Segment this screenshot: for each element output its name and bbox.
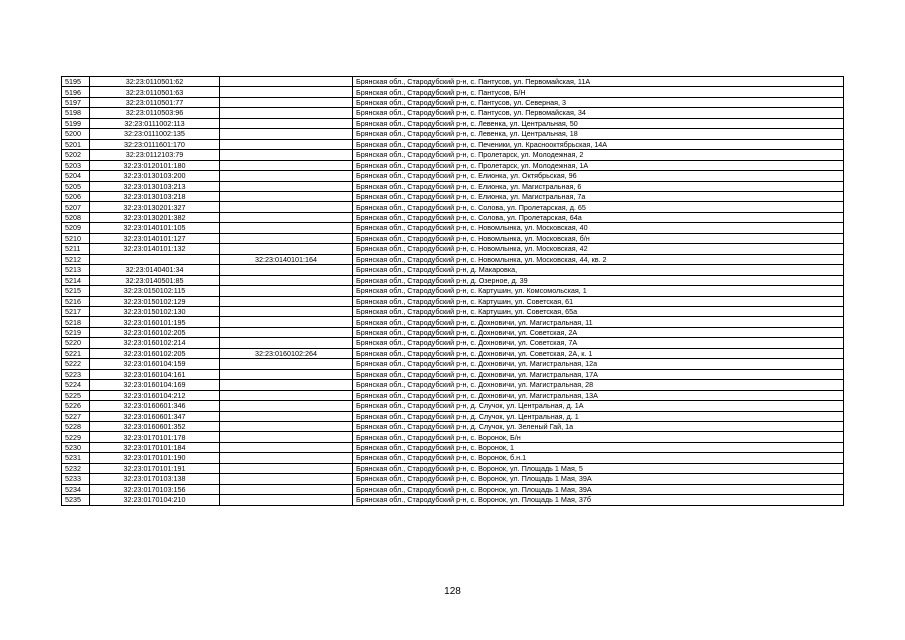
- address-cell: Брянская обл., Стародубский р-н, с. Картушин, ул. Советская, 61: [353, 296, 844, 306]
- table-row: [62, 275, 844, 285]
- related-cadastral-number-cell: [220, 129, 353, 139]
- row-number-cell: 5200: [62, 129, 90, 139]
- related-cadastral-number-cell: [220, 390, 353, 400]
- related-cadastral-number-cell: [220, 275, 353, 285]
- row-number-cell: 5201: [62, 139, 90, 149]
- address-cell: Брянская обл., Стародубский р-н, с. Воронок, б.н.1: [353, 453, 844, 463]
- related-cadastral-number-cell: [220, 191, 353, 201]
- address-cell: Брянская обл., Стародубский р-н, с. Новомлынка, ул. Московская, 44, кв. 2: [353, 254, 844, 264]
- cadastral-number-cell: 32:23:0130103:213: [90, 181, 220, 191]
- related-cadastral-number-cell: [220, 223, 353, 233]
- row-number-cell: 5199: [62, 118, 90, 128]
- related-cadastral-number-cell: [220, 306, 353, 316]
- cadastral-number-cell: 32:23:0111002:113: [90, 118, 220, 128]
- address-cell: Брянская обл., Стародубский р-н, с. Воронок, ул. Площадь 1 Мая, 39А: [353, 474, 844, 484]
- address-cell: Брянская обл., Стародубский р-н, с. Елионка, ул. Магистральная, 6: [353, 181, 844, 191]
- table-row: [62, 265, 844, 275]
- cadastral-number-cell: 32:23:0110503:96: [90, 108, 220, 118]
- related-cadastral-number-cell: [220, 286, 353, 296]
- cadastral-number-cell: 32:23:0160104:161: [90, 369, 220, 379]
- row-number-cell: 5206: [62, 191, 90, 201]
- row-number-cell: 5210: [62, 233, 90, 243]
- cadastral-number-cell: 32:23:0110501:63: [90, 87, 220, 97]
- row-number-cell: 5212: [62, 254, 90, 264]
- address-cell: Брянская обл., Стародубский р-н, д. Озерное, д. 39: [353, 275, 844, 285]
- related-cadastral-number-cell: [220, 411, 353, 421]
- related-cadastral-number-cell: [220, 150, 353, 160]
- cadastral-number-cell: 32:23:0170101:191: [90, 463, 220, 473]
- cadastral-number-cell: 32:23:0110501:77: [90, 97, 220, 107]
- related-cadastral-number-cell: [220, 212, 353, 222]
- cadastral-number-cell: 32:23:0160601:347: [90, 411, 220, 421]
- related-cadastral-number-cell: 32:23:0160102:264: [220, 348, 353, 358]
- row-number-cell: 5224: [62, 380, 90, 390]
- address-cell: Брянская обл., Стародубский р-н, с. Пролетарск, ул. Молодежная, 2: [353, 150, 844, 160]
- table-row: [62, 495, 844, 505]
- cadastral-number-cell: 32:23:0160601:352: [90, 421, 220, 431]
- cadastral-number-cell: 32:23:0150102:129: [90, 296, 220, 306]
- address-cell: Брянская обл., Стародубский р-н, с. Левенка, ул. Центральная, 50: [353, 118, 844, 128]
- cadastral-number-cell: 32:23:0140101:105: [90, 223, 220, 233]
- address-cell: Брянская обл., Стародубский р-н, с. Дохновичи, ул. Магистральная, 28: [353, 380, 844, 390]
- table-row: [62, 442, 844, 452]
- related-cadastral-number-cell: [220, 421, 353, 431]
- cadastral-number-cell: 32:23:0160102:205: [90, 348, 220, 358]
- address-cell: Брянская обл., Стародубский р-н, с. Пантусов, Б/Н: [353, 87, 844, 97]
- row-number-cell: 5229: [62, 432, 90, 442]
- cadastral-number-cell: 32:23:0130201:327: [90, 202, 220, 212]
- address-cell: Брянская обл., Стародубский р-н, с. Новомлынка, ул. Московская, 40: [353, 223, 844, 233]
- table-row: [62, 87, 844, 97]
- related-cadastral-number-cell: [220, 338, 353, 348]
- address-cell: Брянская обл., Стародубский р-н, с. Картушин, ул. Советская, 65а: [353, 306, 844, 316]
- table-row: [62, 359, 844, 369]
- address-cell: Брянская обл., Стародубский р-н, с. Воронок, ул. Площадь 1 Мая, 37б: [353, 495, 844, 505]
- table-row: [62, 108, 844, 118]
- row-number-cell: 5232: [62, 463, 90, 473]
- row-number-cell: 5220: [62, 338, 90, 348]
- related-cadastral-number-cell: 32:23:0140101:164: [220, 254, 353, 264]
- cadastral-number-cell: 32:23:0112103:79: [90, 150, 220, 160]
- related-cadastral-number-cell: [220, 359, 353, 369]
- address-cell: Брянская обл., Стародубский р-н, с. Дохновичи, ул. Советская, 2А: [353, 327, 844, 337]
- table-row: [62, 254, 844, 264]
- row-number-cell: 5213: [62, 265, 90, 275]
- address-cell: Брянская обл., Стародубский р-н, с. Елионка, ул. Магистральная, 7а: [353, 191, 844, 201]
- table-row: [62, 212, 844, 222]
- address-cell: Брянская обл., Стародубский р-н, с. Дохновичи, ул. Советская, 7А: [353, 338, 844, 348]
- row-number-cell: 5197: [62, 97, 90, 107]
- table-row: [62, 390, 844, 400]
- address-cell: Брянская обл., Стародубский р-н, с. Пантусов, ул. Северная, 3: [353, 97, 844, 107]
- related-cadastral-number-cell: [220, 474, 353, 484]
- address-cell: Брянская обл., Стародубский р-н, д. Случок, ул. Центральная, д. 1А: [353, 401, 844, 411]
- cadastral-number-cell: 32:23:0160104:212: [90, 390, 220, 400]
- table-row: [62, 317, 844, 327]
- cadastral-number-cell: 32:23:0140401:34: [90, 265, 220, 275]
- table-row: [62, 202, 844, 212]
- row-number-cell: 5211: [62, 244, 90, 254]
- row-number-cell: 5204: [62, 171, 90, 181]
- row-number-cell: 5231: [62, 453, 90, 463]
- related-cadastral-number-cell: [220, 484, 353, 494]
- address-cell: Брянская обл., Стародубский р-н, д. Случок, ул. Зеленый Гай, 1а: [353, 421, 844, 431]
- table-row: [62, 380, 844, 390]
- row-number-cell: 5203: [62, 160, 90, 170]
- table-row: [62, 421, 844, 431]
- table-row: [62, 77, 844, 87]
- address-cell: Брянская обл., Стародубский р-н, с. Дохновичи, ул. Советская, 2А, к. 1: [353, 348, 844, 358]
- address-cell: Брянская обл., Стародубский р-н, с. Солова, ул. Пролетарская, д. 65: [353, 202, 844, 212]
- related-cadastral-number-cell: [220, 401, 353, 411]
- row-number-cell: 5234: [62, 484, 90, 494]
- address-cell: Брянская обл., Стародубский р-н, с. Дохновичи, ул. Магистральная, 17А: [353, 369, 844, 379]
- related-cadastral-number-cell: [220, 171, 353, 181]
- row-number-cell: 5202: [62, 150, 90, 160]
- cadastral-number-cell: 32:23:0140101:127: [90, 233, 220, 243]
- table-row: [62, 401, 844, 411]
- page-number: 128: [444, 586, 461, 597]
- table-row: [62, 150, 844, 160]
- related-cadastral-number-cell: [220, 442, 353, 452]
- related-cadastral-number-cell: [220, 463, 353, 473]
- table-row: [62, 139, 844, 149]
- related-cadastral-number-cell: [220, 495, 353, 505]
- cadastral-number-cell: 32:23:0130103:200: [90, 171, 220, 181]
- table-row: [62, 453, 844, 463]
- address-cell: Брянская обл., Стародубский р-н, с. Пантусов, ул. Первомайская, 34: [353, 108, 844, 118]
- cadastral-number-cell: 32:23:0110501:62: [90, 77, 220, 87]
- related-cadastral-number-cell: [220, 453, 353, 463]
- table-row: [62, 171, 844, 181]
- table-row: [62, 191, 844, 201]
- related-cadastral-number-cell: [220, 108, 353, 118]
- cadastral-number-cell: 32:23:0150102:115: [90, 286, 220, 296]
- table-row: [62, 160, 844, 170]
- related-cadastral-number-cell: [220, 296, 353, 306]
- cadastral-number-cell: 32:23:0140501:85: [90, 275, 220, 285]
- table-row: [62, 338, 844, 348]
- related-cadastral-number-cell: [220, 244, 353, 254]
- table-row: [62, 369, 844, 379]
- cadastral-number-cell: 32:23:0160104:169: [90, 380, 220, 390]
- cadastral-number-cell: 32:23:0111601:170: [90, 139, 220, 149]
- address-cell: Брянская обл., Стародубский р-н, с. Печеники, ул. Краснооктябрьская, 14А: [353, 139, 844, 149]
- related-cadastral-number-cell: [220, 202, 353, 212]
- address-cell: Брянская обл., Стародубский р-н, с. Елионка, ул. Октябрьская, 96: [353, 171, 844, 181]
- table-row: [62, 411, 844, 421]
- related-cadastral-number-cell: [220, 233, 353, 243]
- address-cell: Брянская обл., Стародубский р-н, с. Новомлынка, ул. Московская, 42: [353, 244, 844, 254]
- related-cadastral-number-cell: [220, 327, 353, 337]
- address-cell: Брянская обл., Стародубский р-н, с. Левенка, ул. Центральная, 18: [353, 129, 844, 139]
- cadastral-number-cell: 32:23:0160102:205: [90, 327, 220, 337]
- row-number-cell: 5214: [62, 275, 90, 285]
- cadastral-number-cell: 32:23:0130201:382: [90, 212, 220, 222]
- table-row: [62, 223, 844, 233]
- address-cell: Брянская обл., Стародубский р-н, с. Пантусов, ул. Первомайская, 11А: [353, 77, 844, 87]
- related-cadastral-number-cell: [220, 317, 353, 327]
- row-number-cell: 5235: [62, 495, 90, 505]
- row-number-cell: 5228: [62, 421, 90, 431]
- table-row: [62, 474, 844, 484]
- row-number-cell: 5216: [62, 296, 90, 306]
- table-row: [62, 181, 844, 191]
- address-cell: Брянская обл., Стародубский р-н, д. Макаровка,: [353, 265, 844, 275]
- table-row: [62, 327, 844, 337]
- cadastral-number-cell: [90, 254, 220, 264]
- cadastral-number-cell: 32:23:0160601:346: [90, 401, 220, 411]
- related-cadastral-number-cell: [220, 181, 353, 191]
- property-register-table: [61, 76, 844, 506]
- related-cadastral-number-cell: [220, 87, 353, 97]
- table-row: [62, 129, 844, 139]
- related-cadastral-number-cell: [220, 97, 353, 107]
- address-cell: Брянская обл., Стародубский р-н, д. Случок, ул. Центральная, д. 1: [353, 411, 844, 421]
- row-number-cell: 5207: [62, 202, 90, 212]
- table-row: [62, 118, 844, 128]
- row-number-cell: 5196: [62, 87, 90, 97]
- related-cadastral-number-cell: [220, 369, 353, 379]
- related-cadastral-number-cell: [220, 265, 353, 275]
- table-row: [62, 463, 844, 473]
- cadastral-number-cell: 32:23:0111002:135: [90, 129, 220, 139]
- cadastral-number-cell: 32:23:0170103:138: [90, 474, 220, 484]
- row-number-cell: 5217: [62, 306, 90, 316]
- table-row: [62, 348, 844, 358]
- cadastral-number-cell: 32:23:0160101:195: [90, 317, 220, 327]
- cadastral-number-cell: 32:23:0170103:156: [90, 484, 220, 494]
- cadastral-number-cell: 32:23:0170104:210: [90, 495, 220, 505]
- cadastral-number-cell: 32:23:0150102:130: [90, 306, 220, 316]
- related-cadastral-number-cell: [220, 160, 353, 170]
- row-number-cell: 5205: [62, 181, 90, 191]
- table-row: [62, 97, 844, 107]
- row-number-cell: 5221: [62, 348, 90, 358]
- related-cadastral-number-cell: [220, 432, 353, 442]
- cadastral-number-cell: 32:23:0120101:180: [90, 160, 220, 170]
- table-row: [62, 432, 844, 442]
- table-row: [62, 233, 844, 243]
- row-number-cell: 5223: [62, 369, 90, 379]
- table-row: [62, 244, 844, 254]
- address-cell: Брянская обл., Стародубский р-н, с. Картушин, ул. Комсомольская, 1: [353, 286, 844, 296]
- cadastral-number-cell: 32:23:0160102:214: [90, 338, 220, 348]
- row-number-cell: 5230: [62, 442, 90, 452]
- cadastral-number-cell: 32:23:0170101:184: [90, 442, 220, 452]
- address-cell: Брянская обл., Стародубский р-н, с. Дохновичи, ул. Магистральная, 12а: [353, 359, 844, 369]
- table-row: [62, 286, 844, 296]
- row-number-cell: 5208: [62, 212, 90, 222]
- address-cell: Брянская обл., Стародубский р-н, с. Пролетарск, ул. Молодежная, 1А: [353, 160, 844, 170]
- cadastral-number-cell: 32:23:0140101:132: [90, 244, 220, 254]
- row-number-cell: 5233: [62, 474, 90, 484]
- cadastral-number-cell: 32:23:0170101:190: [90, 453, 220, 463]
- row-number-cell: 5225: [62, 390, 90, 400]
- row-number-cell: 5219: [62, 327, 90, 337]
- cadastral-number-cell: 32:23:0170101:178: [90, 432, 220, 442]
- related-cadastral-number-cell: [220, 77, 353, 87]
- address-cell: Брянская обл., Стародубский р-н, с. Воронок, Б/н: [353, 432, 844, 442]
- row-number-cell: 5195: [62, 77, 90, 87]
- row-number-cell: 5227: [62, 411, 90, 421]
- table-row: [62, 484, 844, 494]
- table-row: [62, 296, 844, 306]
- address-cell: Брянская обл., Стародубский р-н, с. Солова, ул. Пролетарская, 64а: [353, 212, 844, 222]
- address-cell: Брянская обл., Стародубский р-н, с. Воронок, 1: [353, 442, 844, 452]
- related-cadastral-number-cell: [220, 118, 353, 128]
- related-cadastral-number-cell: [220, 139, 353, 149]
- cadastral-number-cell: 32:23:0160104:159: [90, 359, 220, 369]
- row-number-cell: 5215: [62, 286, 90, 296]
- table-body: [62, 77, 844, 506]
- row-number-cell: 5222: [62, 359, 90, 369]
- address-cell: Брянская обл., Стародубский р-н, с. Дохновичи, ул. Магистральная, 13А: [353, 390, 844, 400]
- row-number-cell: 5218: [62, 317, 90, 327]
- row-number-cell: 5226: [62, 401, 90, 411]
- row-number-cell: 5209: [62, 223, 90, 233]
- table-row: [62, 306, 844, 316]
- address-cell: Брянская обл., Стародубский р-н, с. Воронок, ул. Площадь 1 Мая, 5: [353, 463, 844, 473]
- address-cell: Брянская обл., Стародубский р-н, с. Новомлынка, ул. Московская, б/н: [353, 233, 844, 243]
- address-cell: Брянская обл., Стародубский р-н, с. Воронок, ул. Площадь 1 Мая, 39А: [353, 484, 844, 494]
- row-number-cell: 5198: [62, 108, 90, 118]
- related-cadastral-number-cell: [220, 380, 353, 390]
- address-cell: Брянская обл., Стародубский р-н, с. Дохновичи, ул. Магистральная, 11: [353, 317, 844, 327]
- cadastral-number-cell: 32:23:0130103:218: [90, 191, 220, 201]
